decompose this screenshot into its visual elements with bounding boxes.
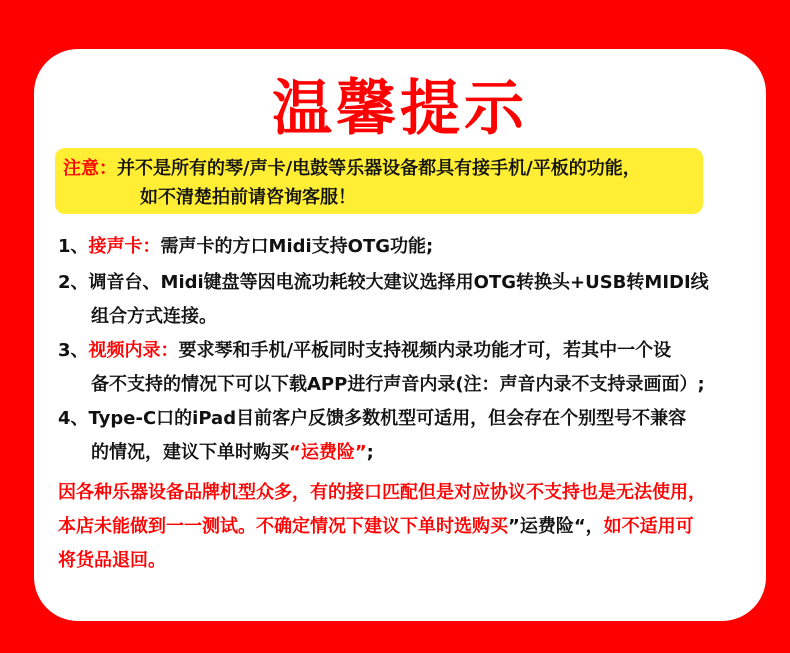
list-item-2-continuation: 组合方式连接。 [91,306,217,327]
list-item-3 [58,339,671,363]
list-item-1 [58,235,433,259]
item-text: 需声卡的方口Midi支持OTG功能; [160,236,434,257]
item-text: 的情况，建议下单时购买 [91,442,289,463]
notice-line-2: 如不清楚拍前请咨询客服！ [140,187,356,208]
notice-box [55,148,703,214]
notice-line-1 [63,158,641,180]
item-text: 要求琴和手机/平板同时支持视频内录功能才可，若其中一个设 [178,340,672,361]
item-text: ; [366,442,374,463]
item-number: 2、 [58,272,89,293]
notice-card [34,49,766,621]
item-number: 1、 [58,236,89,257]
footer-text: 如不适用可 [603,516,694,537]
notice-text-1: 并不是所有的琴/声卡/电鼓等乐器设备都具有接手机/平板的功能， [117,158,641,179]
item-text: 调音台、Midi键盘等因电流功耗较大建议选择用OTG转换头+USB转MIDI线 [88,272,709,293]
footer-text: 本店未能做到一一测试。不确定情况下建议下单时选购买 [58,516,508,537]
item-text: Type-C口的iPad目前客户反馈多数机型可适用，但会存在个别型号不兼容 [88,408,687,429]
item-number: 4、 [58,408,89,429]
notice-label: 注意： [63,158,117,179]
footer-line-3: 将货品退回。 [58,550,166,571]
footer-line-2 [58,515,694,539]
footer-line-1: 因各种乐器设备品牌机型众多，有的接口匹配但是对应协议不支持也是无法使用， [58,482,706,503]
item-number: 3、 [58,340,89,361]
item-highlight: 接声卡： [88,236,161,257]
list-item-4-continuation [91,441,374,465]
page-title: 温馨提示 [272,74,528,144]
list-item-2 [58,271,709,295]
footer-insurance: ”运费险“， [508,516,604,537]
item-highlight: “运费险” [289,442,367,463]
item-highlight: 视频内录： [88,340,179,361]
list-item-4 [58,407,686,431]
list-item-3-continuation: 备不支持的情况下可以下载APP进行声音内录(注：声音内录不支持录画面）; [91,374,705,395]
